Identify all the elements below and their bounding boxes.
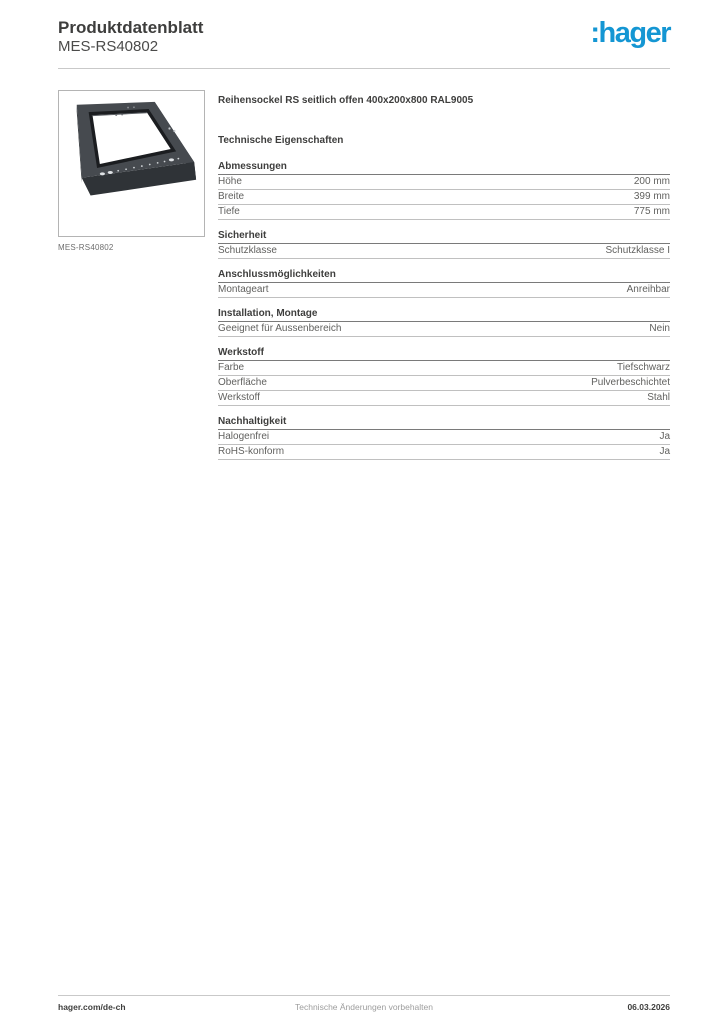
spec-section-title: Abmessungen bbox=[218, 162, 670, 175]
header-title-block bbox=[58, 18, 203, 56]
spec-sections bbox=[218, 162, 670, 460]
product-figure bbox=[58, 90, 205, 252]
spec-value: 399 mm bbox=[633, 191, 670, 202]
spec-label: Oberfläche bbox=[218, 377, 267, 388]
product-photo-icon bbox=[59, 91, 204, 236]
spec-value: Ja bbox=[659, 446, 670, 457]
spec-value: Stahl bbox=[647, 392, 670, 403]
spec-value: Tiefschwarz bbox=[617, 362, 670, 373]
spec-label: Tiefe bbox=[218, 206, 240, 217]
spec-row bbox=[218, 376, 670, 391]
spec-section-title: Installation, Montage bbox=[218, 309, 670, 322]
product-image-frame bbox=[58, 90, 205, 237]
spec-value: Pulverbeschichtet bbox=[591, 377, 670, 388]
footer-divider bbox=[58, 995, 670, 996]
spec-rows bbox=[218, 175, 670, 220]
spec-row bbox=[218, 445, 670, 460]
spec-section bbox=[218, 270, 670, 298]
footer-notice: Technische Änderungen vorbehalten bbox=[295, 1002, 433, 1012]
spec-row bbox=[218, 190, 670, 205]
spec-label: Farbe bbox=[218, 362, 245, 373]
document-type-title: Produktdatenblatt bbox=[58, 18, 204, 37]
product-title: Reihensockel RS seitlich offen 400x200x800 RAL9005 bbox=[218, 95, 474, 106]
spec-value: Schutzklasse I bbox=[605, 245, 670, 256]
hager-logo: :hager bbox=[590, 17, 670, 49]
spec-section-title: Nachhaltigkeit bbox=[218, 417, 670, 430]
spec-rows bbox=[218, 283, 670, 298]
spec-section bbox=[218, 417, 670, 460]
spec-value: Anreihbar bbox=[626, 284, 670, 295]
spec-row bbox=[218, 283, 670, 298]
spec-value: 775 mm bbox=[633, 206, 670, 217]
spec-label: Halogenfrei bbox=[218, 431, 270, 442]
spec-section bbox=[218, 162, 670, 220]
spec-label: Geeignet für Aussenbereich bbox=[218, 323, 342, 334]
spec-rows bbox=[218, 322, 670, 337]
product-reference: MES-RS40802 bbox=[58, 38, 159, 55]
spec-row bbox=[218, 244, 670, 259]
spec-row bbox=[218, 205, 670, 220]
spec-label: Montageart bbox=[218, 284, 269, 295]
spec-label: RoHS-konform bbox=[218, 446, 285, 457]
spec-section bbox=[218, 231, 670, 259]
spec-value: Nein bbox=[649, 323, 670, 334]
page-header bbox=[58, 18, 670, 56]
spec-value: Ja bbox=[659, 431, 670, 442]
spec-section-title: Anschlussmöglichkeiten bbox=[218, 270, 670, 283]
spec-section-title: Sicherheit bbox=[218, 231, 670, 244]
spec-row bbox=[218, 430, 670, 445]
spec-label: Höhe bbox=[218, 176, 242, 187]
page-footer bbox=[58, 1002, 670, 1012]
spec-label: Schutzklasse bbox=[218, 245, 277, 256]
spec-value: 200 mm bbox=[633, 176, 670, 187]
spec-row bbox=[218, 391, 670, 406]
figure-caption: MES-RS40802 bbox=[58, 243, 114, 252]
spec-rows bbox=[218, 430, 670, 460]
spec-section bbox=[218, 348, 670, 406]
specs-column bbox=[218, 95, 670, 460]
spec-row bbox=[218, 322, 670, 337]
spec-section bbox=[218, 309, 670, 337]
spec-label: Breite bbox=[218, 191, 245, 202]
footer-date: 06.03.2026 bbox=[627, 1002, 670, 1012]
spec-label: Werkstoff bbox=[218, 392, 260, 403]
spec-rows bbox=[218, 361, 670, 406]
spec-row bbox=[218, 361, 670, 376]
spec-section-title: Werkstoff bbox=[218, 348, 670, 361]
spec-rows bbox=[218, 244, 670, 259]
spec-row bbox=[218, 175, 670, 190]
technical-properties-title: Technische Eigenschaften bbox=[218, 135, 344, 146]
header-divider bbox=[58, 68, 670, 69]
footer-website-link[interactable]: hager.com/de-ch bbox=[58, 1002, 126, 1012]
